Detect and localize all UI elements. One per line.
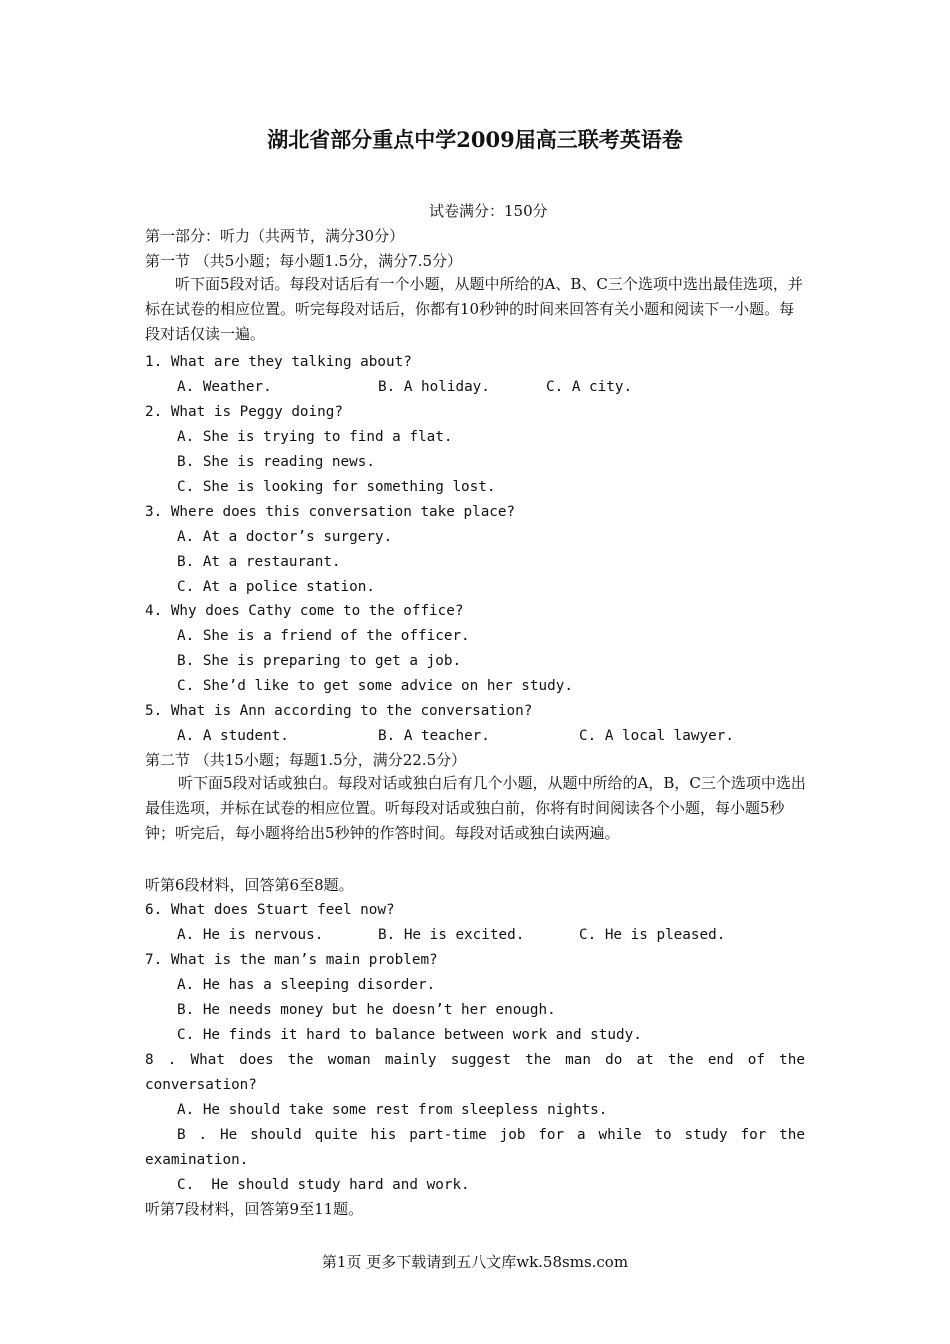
q4-option-b: B. She is preparing to get a job.: [177, 653, 462, 669]
section2-instructions-text: 听下面5段对话或独白。每段对话或独白后有几个小题，从题中所给的A，B，C三个选项中选出最佳选项，并标在试卷的相应位置。听每段对话或独白前，你将有时间阅读各个小题，每小题5秒钟；听完后，每小题将给出5秒钟的作答时间。每段对话或独白读两遍。: [145, 774, 806, 842]
page-title: 湖北省部分重点中学2009届高三联考英语卷: [267, 127, 683, 152]
q3-stem: 3. Where does this conversation take place?: [145, 504, 516, 520]
section1-instructions: [145, 272, 807, 347]
q5-stem: 5. What is Ann according to the conversation?: [145, 703, 533, 719]
q2-option-c: C. She is looking for something lost.: [177, 479, 496, 495]
q8-stem-line1: 8 . What does the woman mainly suggest the man do at the end of the: [145, 1052, 805, 1068]
q6-stem: 6. What does Stuart feel now?: [145, 902, 395, 918]
q7-option-b: B. He needs money but he doesn’t her enough.: [177, 1002, 556, 1018]
q5-option-b: B. A teacher.: [378, 728, 490, 744]
q8-option-b-line1: B . He should quite his part-time job for a while to study for the: [177, 1127, 805, 1143]
q5-option-c: C. A local lawyer.: [579, 728, 734, 744]
section2-heading: 第二节 （共15小题；每题1.5分，满分22.5分）: [145, 751, 467, 769]
section1-instructions-text: 听下面5段对话。每段对话后有一个小题，从题中所给的A、B、C三个选项中选出最佳选项，并标在试卷的相应位置。听完每段对话后，你都有10秒钟的时间来回答有关小题和阅读下一小题。每段对话仅读一遍。: [145, 275, 803, 343]
q1-option-c: C. A city.: [546, 379, 633, 395]
q3-option-a: A. At a doctor’s surgery.: [177, 529, 393, 545]
q2-stem: 2. What is Peggy doing?: [145, 404, 343, 420]
q7-option-a: A. He has a sleeping disorder.: [177, 977, 436, 993]
q3-option-b: B. At a restaurant.: [177, 554, 341, 570]
q7-option-c: C. He finds it hard to balance between work and study.: [177, 1027, 642, 1043]
q6-option-a: A. He is nervous.: [177, 927, 324, 943]
q4-option-c: C. She’d like to get some advice on her study.: [177, 678, 573, 694]
q1-stem: 1. What are they talking about?: [145, 354, 412, 370]
q4-stem: 4. Why does Cathy come to the office?: [145, 603, 464, 619]
material-7-note: 听第7段材料，回答第9至11题。: [145, 1200, 364, 1218]
q4-option-a: A. She is a friend of the officer.: [177, 628, 470, 644]
q6-option-c: C. He is pleased.: [579, 927, 726, 943]
q8-option-a: A. He should take some rest from sleepless nights.: [177, 1102, 608, 1118]
q7-stem: 7. What is the man’s main problem?: [145, 952, 438, 968]
part1-heading: 第一部分：听力（共两节，满分30分）: [145, 227, 405, 245]
q8-option-c: C. He should study hard and work.: [177, 1177, 470, 1193]
q8-stem-line2: conversation?: [145, 1077, 257, 1093]
q3-option-c: C. At a police station.: [177, 579, 375, 595]
q1-option-b: B. A holiday.: [378, 379, 490, 395]
q8-option-b-line2: examination.: [145, 1152, 249, 1168]
q5-option-a: A. A student.: [177, 728, 289, 744]
q2-option-b: B. She is reading news.: [177, 454, 375, 470]
section1-heading: 第一节 （共5小题；每小题1.5分，满分7.5分）: [145, 252, 463, 270]
section2-instructions: [145, 771, 807, 846]
material-6-note: 听第6段材料，回答第6至8题。: [145, 876, 354, 894]
q2-option-a: A. She is trying to find a flat.: [177, 429, 453, 445]
q1-option-a: A. Weather.: [177, 379, 272, 395]
q6-option-b: B. He is excited.: [378, 927, 525, 943]
page-footer: 第1页 更多下载请到五八文库wk.58sms.com: [321, 1253, 629, 1271]
full-score: 试卷满分：150分: [429, 202, 548, 220]
